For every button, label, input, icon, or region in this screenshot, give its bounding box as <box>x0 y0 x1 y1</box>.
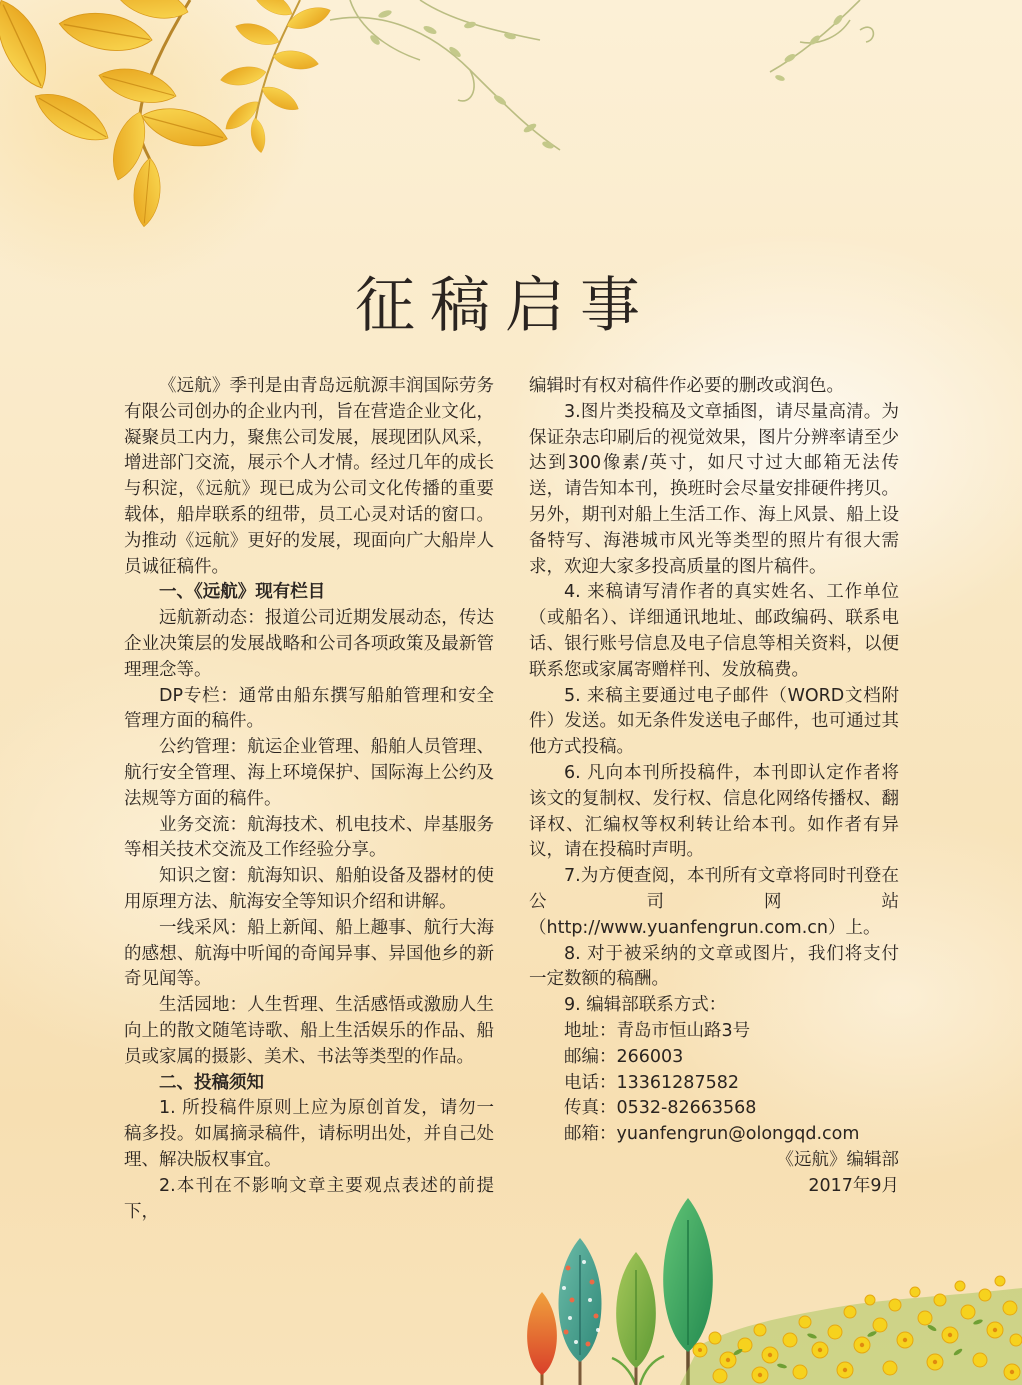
intro-paragraph: 《远航》季刊是由青岛远航源丰润国际劳务有限公司创办的企业内刊，旨在营造企业文化，凝聚员工内力，聚焦公司发展，展现团队风采，增进部门交流，展示个人才情。经过几年的成长与积淀，《远航》现已成为公司文化传播的重要载体，船岸联系的纽带，员工心灵对话的窗口。为推动《远航》更好的发展，现面向广大船岸人员诚征稿件。 <box>124 376 494 577</box>
section-heading-guidelines: 二、投稿须知 <box>159 1072 264 1093</box>
golden-leaves-decoration <box>0 0 333 228</box>
contact-phone: 电话：13361287582 <box>564 1072 739 1093</box>
column-description: 知识之窗：航海知识、船舶设备及器材的使用原理方法、航海安全等知识介绍和讲解。 <box>124 866 494 912</box>
contact-postcode: 邮编：266003 <box>564 1046 684 1067</box>
column-description: DP专栏：通常由船东撰写船舶管理和安全管理方面的稿件。 <box>124 685 494 732</box>
section-heading-columns: 一、《远航》现有栏目 <box>159 582 326 603</box>
guideline-item: 2.本刊在不影响文章主要观点表述的前提下， <box>124 1175 494 1222</box>
column-description: 生活园地：人生哲理、生活感悟或激励人生向上的散文随笔诗歌、船上生活娱乐的作品、船员或家属的摄影、美术、书法等类型的作品。 <box>124 995 494 1067</box>
guideline-item: 5. 来稿主要通过电子邮件（WORD文档附件）发送。如无条件发送电子邮件，也可通过其他方式投稿。 <box>529 685 899 758</box>
guideline-item: 1. 所投稿件原则上应为原创首发，请勿一稿多投。如属摘录稿件，请标明出处，并自己处理、解决版权事宜。 <box>124 1098 494 1170</box>
contact-fax: 传真：0532-82663568 <box>564 1098 757 1119</box>
guideline-item: 8. 对于被采纳的文章或图片，我们将支付一定数额的稿酬。 <box>529 943 899 990</box>
guideline-item: 4. 来稿请写清作者的真实姓名、工作单位（或船名）、详细通讯地址、邮政编码、联系电话、银行账号信息及电子信息等相关资料，以便联系您或家属寄赠样刊、发放稿费。 <box>529 582 899 680</box>
contact-heading: 9. 编辑部联系方式： <box>564 995 727 1016</box>
column-description: 公约管理：航运企业管理、船舶人员管理、航行安全管理、海上环境保护、国际海上公约及法规等方面的稿件。 <box>124 737 494 809</box>
guideline-item: 3.图片类投稿及文章插图，请尽量高清。为保证杂志印刷后的视觉效果，图片分辨率请至少达到300像素/英寸，如尺寸过大邮箱无法传送，请告知本刊，换班时会尽量安排硬件拷贝。另外，期刊对船上生活工作、海上风景、船上设备特写、海港城市风光等类型的照片有很大需求，欢迎大家多投高质量的图片稿件。 <box>529 401 899 577</box>
publish-date: 2017年9月 <box>808 1175 899 1196</box>
page-title: 征稿启事 <box>355 271 655 341</box>
contact-email: 邮箱：yuanfengrun@olongqd.com <box>564 1124 860 1145</box>
column-description: 远航新动态：报道公司近期发展动态，传达企业决策层的发展战略和公司各项政策及最新管理理念等。 <box>124 608 494 680</box>
left-column <box>124 374 494 1225</box>
column-description: 一线采风：船上新闻、船上趣事、航行大海的感想、航海中听闻的奇闻异事、异国他乡的新奇见闻等。 <box>124 917 494 990</box>
guideline-item-continued: 编辑时有权对稿件作必要的删改或润色。 <box>529 376 844 396</box>
tree-illustration <box>527 1198 713 1385</box>
guideline-item: 6. 凡向本刊所投稿件，本刊即认定作者将该文的复制权、发行权、信息化网络传播权、翻译权、汇编权等权利转让给本刊。如作者有异议，请在投稿时声明。 <box>529 762 899 861</box>
vine-decoration <box>330 0 873 150</box>
contact-address: 地址：青岛市恒山路3号 <box>564 1020 751 1041</box>
editorial-signature: 《远航》编辑部 <box>776 1149 899 1170</box>
flower-cluster-decoration <box>680 1276 1022 1385</box>
column-description: 业务交流：航海技术、机电技术、岸基服务等相关技术交流及工作经验分享。 <box>124 814 494 861</box>
right-column <box>529 374 899 1200</box>
guideline-item: 7.为方便查阅，本刊所有文章将同时刊登在公司网站（http://www.yuanfengrun.com.cn）上。 <box>529 866 899 938</box>
